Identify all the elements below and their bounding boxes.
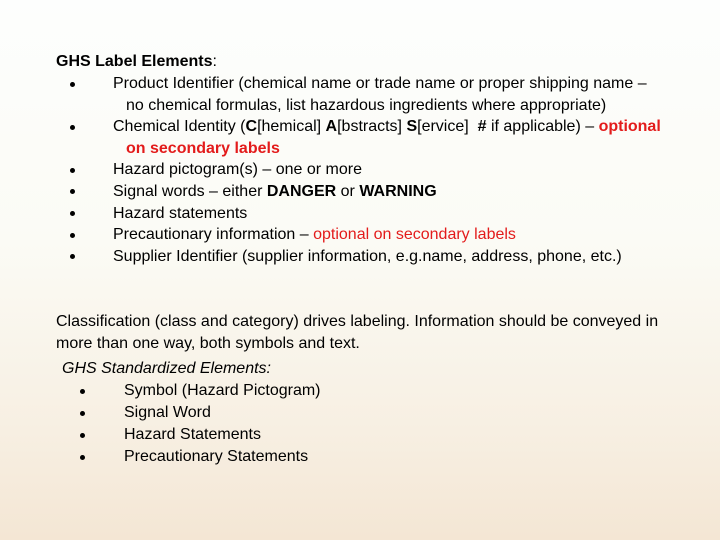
bullet-icon <box>80 389 85 394</box>
standardized-item-text: Signal Word <box>124 404 211 421</box>
optional-note: optional on secondary labels <box>313 226 516 244</box>
bullet-icon <box>70 254 75 259</box>
list-item <box>77 380 477 402</box>
bullet-icon <box>70 211 75 216</box>
chemical-identity-s-rest: [ervice] <box>417 118 478 136</box>
list-item-precautionary-information <box>67 224 667 246</box>
chemical-identity-c: C <box>245 118 258 136</box>
bullet-icon <box>70 168 75 173</box>
precautionary-information-pre: Precautionary information – <box>113 226 314 244</box>
bullet-icon <box>80 411 85 416</box>
chemical-identity-a: A <box>325 118 338 136</box>
warning-word: WARNING <box>359 182 437 200</box>
chemical-identity-s: S <box>406 118 418 136</box>
chemical-identity-hash: # <box>477 118 487 136</box>
list-item-hazard-statements <box>67 203 667 225</box>
list-item-chemical-identity <box>67 116 667 159</box>
danger-word: DANGER <box>266 182 337 200</box>
hazard-statements-text: Hazard statements <box>113 204 248 222</box>
list-item <box>77 402 477 424</box>
chemical-identity-c-rest: [hemical] <box>257 118 326 136</box>
label-elements-list <box>67 73 667 267</box>
list-item-supplier-identifier <box>67 246 667 268</box>
list-item <box>77 424 477 446</box>
chemical-identity-post: if applicable) – <box>486 118 599 136</box>
classification-paragraph: Classification (class and category) drives labeling. Information should be conveyed in more than one way, both symbols and text. <box>56 313 659 352</box>
list-item <box>77 446 477 468</box>
bullet-icon <box>70 189 75 194</box>
optional-note: optional on secondary labels <box>126 118 661 157</box>
heading-colon: : <box>212 53 217 70</box>
supplier-identifier-text: Supplier Identifier (supplier information, e.g.name, address, phone, etc.) <box>113 247 622 265</box>
chemical-identity-pre: Chemical Identity ( <box>113 118 246 136</box>
standardized-elements-heading: GHS Standardized Elements: <box>62 360 271 377</box>
hazard-pictogram-text: Hazard pictogram(s) – one or more <box>113 161 362 179</box>
standardized-item-text: Precautionary Statements <box>124 448 309 465</box>
list-item-hazard-pictogram <box>67 159 667 181</box>
chemical-identity-a-rest: [bstracts] <box>337 118 407 136</box>
list-item-product-identifier <box>67 73 667 116</box>
heading-bold-text: GHS Label Elements <box>56 53 213 70</box>
label-elements-heading <box>56 51 217 73</box>
bullet-icon <box>80 455 85 460</box>
signal-words-mid: or <box>336 182 360 200</box>
bullet-icon <box>70 82 75 87</box>
list-item-signal-words <box>67 181 667 203</box>
product-identifier-text: Product Identifier (chemical name or trade name or proper shipping name – no chemical formulas, list hazardous ingredients where appropriate) <box>113 75 647 114</box>
signal-words-pre: Signal words – either <box>113 182 267 200</box>
bullet-icon <box>80 433 85 438</box>
standardized-item-text: Hazard Statements <box>124 426 261 443</box>
bullet-icon <box>70 233 75 238</box>
bullet-icon <box>70 125 75 130</box>
standardized-item-text: Symbol (Hazard Pictogram) <box>124 382 321 399</box>
standardized-elements-list <box>77 380 477 468</box>
